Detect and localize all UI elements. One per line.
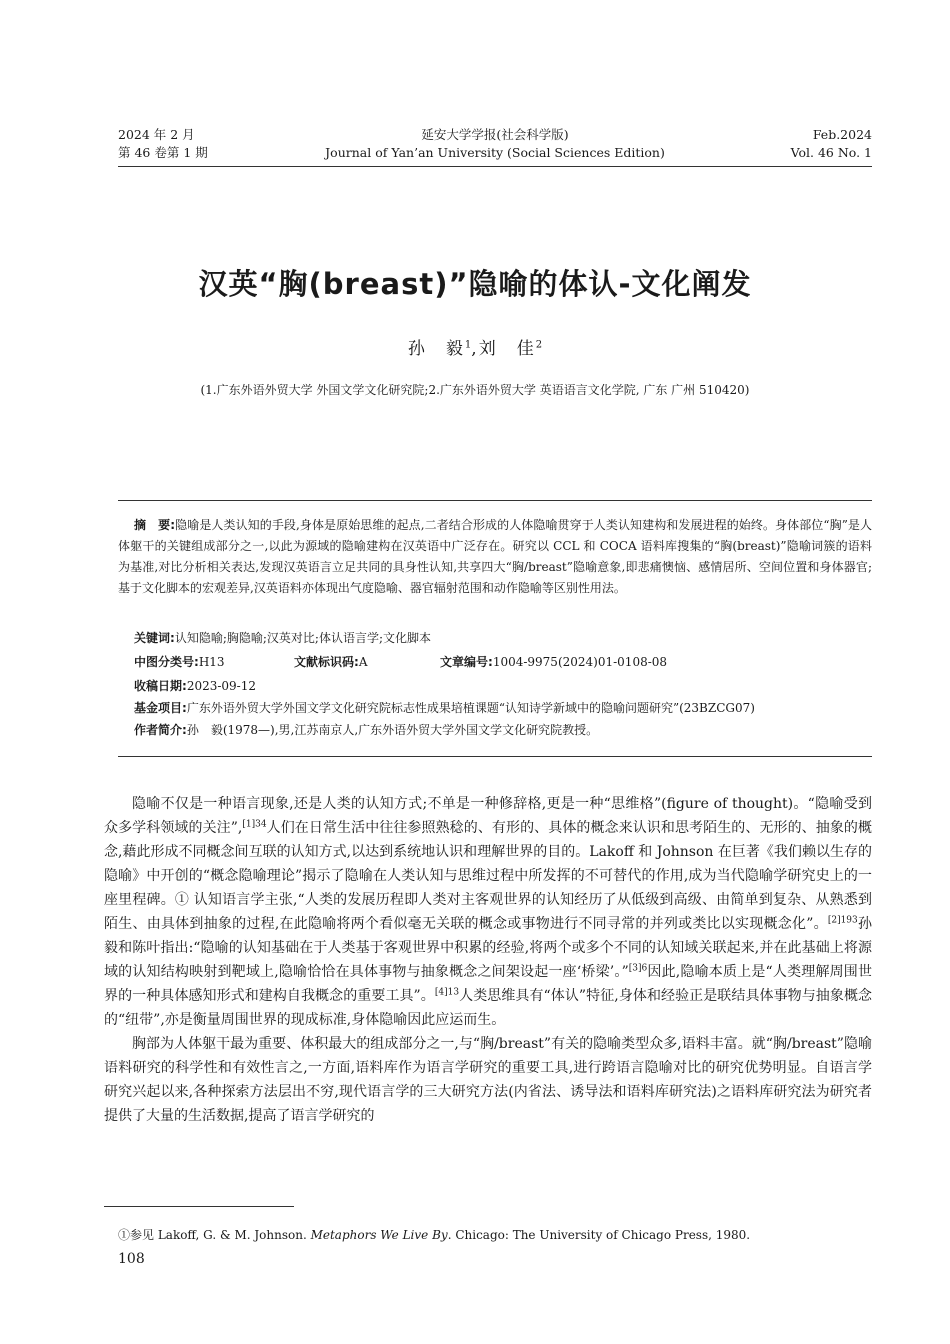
abstract-label: 摘 要: [134,518,176,532]
article-no-value: 1004-9975(2024)01-0108-08 [492,655,668,669]
bio-text: 孙 毅(1978—),男,江苏南京人,广东外语外贸大学外国文学文化研究院教授。 [186,723,599,737]
article-no-label: 文章编号: [440,655,493,669]
header-journal-cn: 延安大学学报(社会科学版) [421,127,569,142]
classification-row [134,652,872,673]
citation-1: [1]34 [242,819,267,830]
body-paragraph-2: 胸部为人体躯干最为重要、体积最大的组成部分之一,与“胸/breast”有关的隐喻类型众多,语料丰富。就“胸/breast”隐喻语料研究的科学性和有效性言之,一方面,语料库作为语言学研究的重要工具,进行跨语言隐喻对比的研究优势明显。自语言学研究兴起以来,各种探索方法层出不穷,现代语言学的三大研究方法(内省法、诱导法和语料库研究法)之语料库研究法为研究者提供了大量的生活数据,提高了语言学研究的 [104,1036,872,1124]
header-date-cn: 2024 年 2 月 [118,127,195,142]
doc-code-value: A [358,655,368,669]
bio-label: 作者简介: [134,723,187,737]
running-header [118,126,872,166]
header-center [118,126,872,162]
footnote-prefix: ①参见 Lakoff, G. & M. Johnson. [118,1228,311,1242]
footnote-divider [104,1206,294,1207]
fund-row [134,698,872,719]
received-date: 2023-09-12 [186,679,256,693]
clc-value: H13 [198,655,225,669]
author-2: 刘 佳 [478,339,536,359]
received-row [134,676,872,697]
abstract-text: 隐喻是人类认知的手段,身体是原始思维的起点,二者结合形成的人体隐喻贯穿于人类认知建构和发展进程的始终。身体部位“胸”是人体躯干的关键组成部分之一,以此为源域的隐喻建构在汉英语中广泛存在。研究以 CCL 和 COCA 语料库搜集的“胸(breast)”隐喻词簇的语料为基准,对比分析相关表达,发现汉英语言立足共同的具身性认知,共享四大“胸/breast”隐喻意象,即悲痛懊恼、感情居所、空间位置和身体器官;基于文化脚本的宏观差异,汉英语料亦体现出气度隐喻、器官辐射范围和动作隐喻等区别性用法。 [118,518,872,595]
body-text-run: 因此,隐喻本质上是“人类理解周围世界的一种具体感知形式和建构自我概念的重要工具”。 [104,964,872,1004]
page-number: 108 [118,1251,145,1267]
body-text-run: 人类思维具有“体认”特征,身体和经验正是联结具体事物与抽象概念的“纽带”,亦是衡量周围世界的现成标准,身体隐喻因此应运而生。 [104,988,873,1028]
author-1: 孙 毅 [407,339,465,359]
body-paragraph-1 [104,792,872,1032]
header-divider [118,166,872,167]
author-1-affiliation-mark: 1 [464,339,472,351]
body-text-run: 人们在日常生活中往往参照熟稔的、有形的、具体的概念来认识和思考陌生的、无形的、抽象的概念,藉此形成不同概念间互联的认知方式,以达到系统地认识和理解世界的目的。Lakoff 和 Johnson 在巨著《我们赖以生存的隐喻》中开创的“概念隐喻理论”揭示了隐喻在人类认知与思维过程中所发挥的不可替代的作用,成为当代隐喻学研究史上的一座里程碑。① 认知语言学主张,“人类的发展历程即人类对主客观世界的认知经历了从低级到高级、由简单到复杂、从熟悉到陌生、由具体到抽象的过程,在此隐喻将两个看似毫无关联的概念或事物进行不同寻常的并列或类比以实现概念化”。 [104,820,873,932]
footnote [118,1227,872,1243]
abstract-paragraph [118,515,872,599]
header-right [791,126,872,162]
clc-label: 中图分类号: [134,655,199,669]
affiliations: (1.广东外语外贸大学 外国文学文化研究院;2.广东外语外贸大学 英语语言文化学院, 广东 广州 510420) [200,383,750,397]
body-text-run: 隐喻不仅是一种语言现象,还是人类的认知方式;不单是一种修辞格,更是一种“思维格”(figure of thought)。“隐喻受到众多学科领域的关注”, [104,796,872,836]
body-text-run: 孙毅和陈叶指出:“隐喻的认知基础在于人类基于客观世界中积累的经验,将两个或多个不同的认知域关联起来,并在此基础上将源域的认知结构映射到靶域上,隐喻恰恰在具体事物与抽象概念之间架设起一座‘桥梁’。” [104,916,873,980]
footnote-book-title: Metaphors We Live By [310,1228,448,1242]
keywords-label: 关键词: [134,631,175,645]
author-bio-row [134,720,872,741]
header-date-en: Feb.2024 [812,127,872,142]
received-label: 收稿日期: [134,679,187,693]
author-separator: , [471,339,479,359]
header-volume-en: Vol. 46 No. 1 [790,145,872,160]
citation-4: [4]13 [434,987,460,998]
header-journal-en: Journal of Yan’an University (Social Sciences Edition) [325,145,665,160]
keywords-text: 认知隐喻;胸隐喻;汉英对比;体认语言学;文化脚本 [174,631,431,645]
article-title: 汉英“胸(breast)”隐喻的体认-文化阐发 [198,267,752,301]
doc-code-label: 文献标识码: [294,655,359,669]
citation-3: [3]6 [628,963,648,974]
body-text [104,792,872,1128]
footnote-suffix: . Chicago: The University of Chicago Press, 1980. [447,1228,751,1242]
author-2-affiliation-mark: 2 [535,339,543,351]
header-volume-cn: 第 46 卷第 1 期 [118,145,208,160]
fund-label: 基金项目: [134,701,187,715]
fund-text: 广东外语外贸大学外国文学文化研究院标志性成果培植课题“认知诗学新域中的隐喻问题研究”(23BZCG07) [186,701,755,715]
author-line [0,334,950,359]
citation-2: [2]193 [827,915,858,926]
keywords-row [134,628,872,649]
abstract-box [118,500,872,757]
